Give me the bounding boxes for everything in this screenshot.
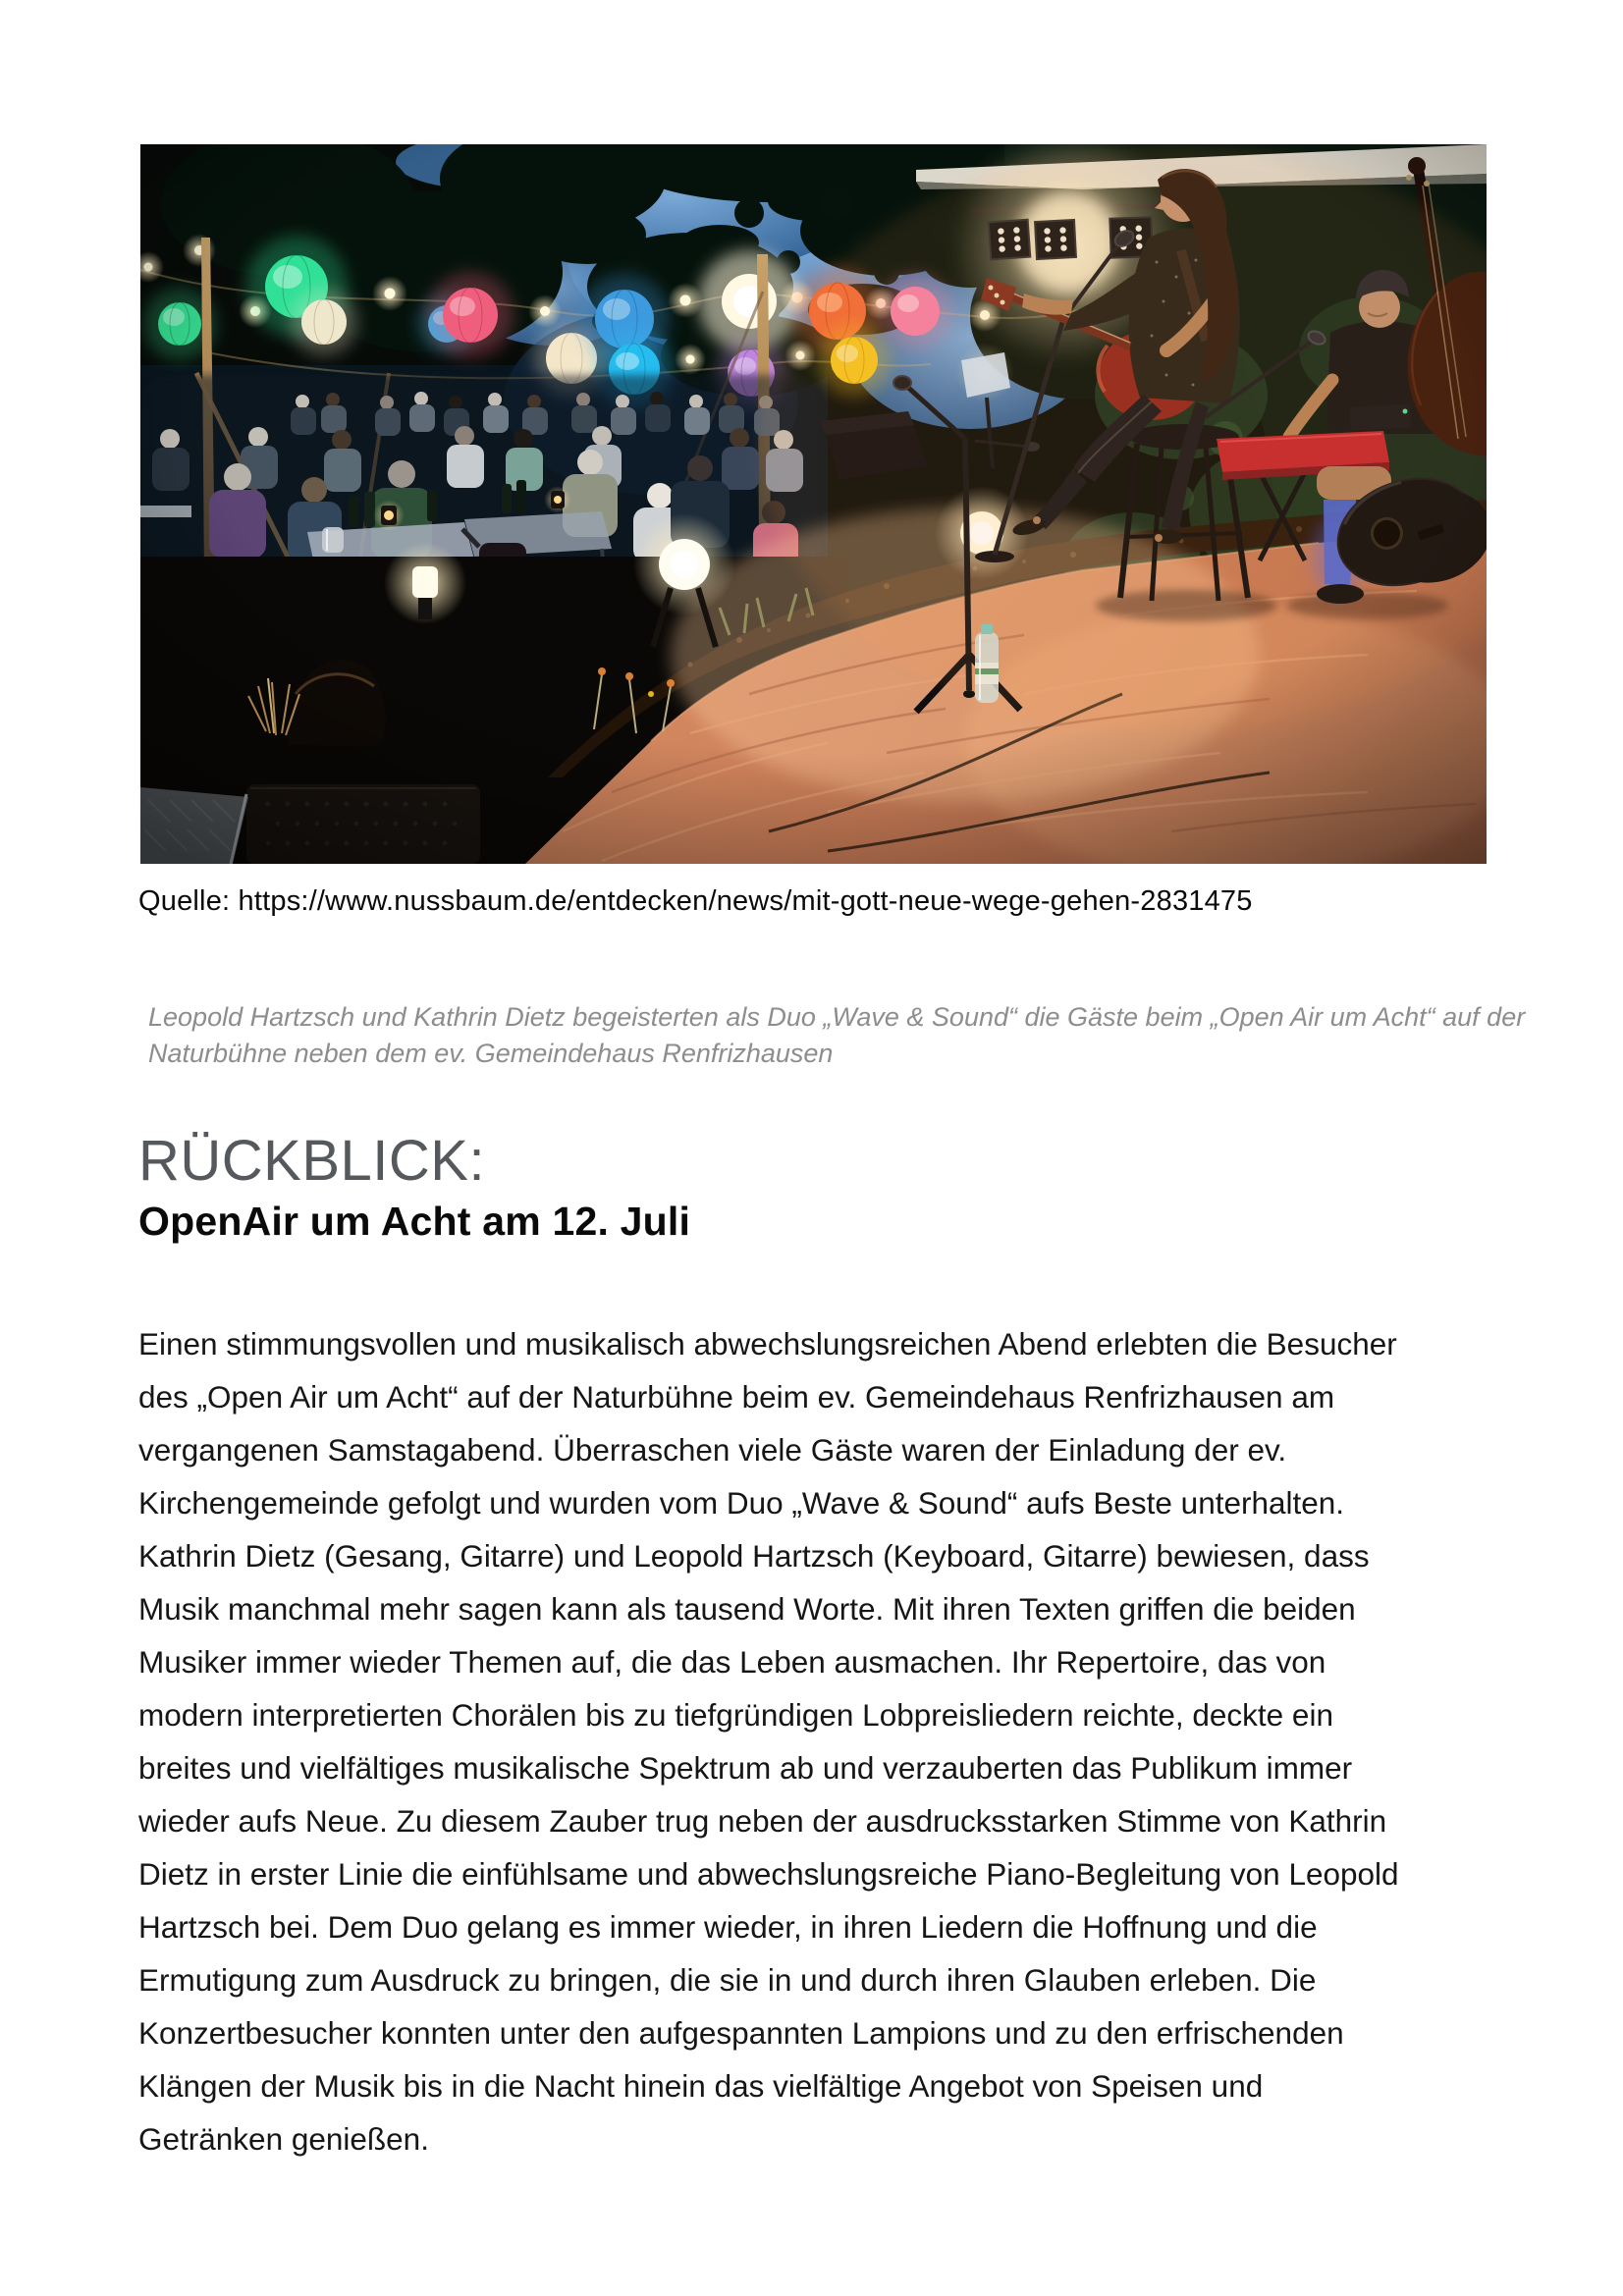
caption-line: Naturbühne neben dem ev. Gemeindehaus Renfrizhausen [148, 1039, 834, 1068]
article-body [138, 1317, 1533, 2165]
body-line: des „Open Air um Acht“ auf der Naturbühne beim ev. Gemeindehaus Renfrizhausen am [138, 1379, 1335, 1415]
body-line: wieder aufs Neue. Zu diesem Zauber trug neben der ausdrucksstarken Stimme von Kathrin [138, 1803, 1387, 1839]
body-line: modern interpretierten Chorälen bis zu tiefgründigen Lobpreisliedern reichte, deckte ein [138, 1697, 1333, 1733]
body-line: Kirchengemeinde gefolgt und wurden vom Duo „Wave & Sound“ aufs Beste unterhalten. [138, 1485, 1345, 1521]
vignette [140, 144, 1487, 864]
body-line: Hartzsch bei. Dem Duo gelang es immer wieder, in ihren Liedern die Hoffnung und die [138, 1909, 1318, 1945]
body-line: Kathrin Dietz (Gesang, Gitarre) und Leopold Hartzsch (Keyboard, Gitarre) bewiesen, dass [138, 1538, 1370, 1574]
concert-photo [140, 144, 1487, 864]
article-kicker: RÜCKBLICK: [138, 1129, 486, 1193]
caption-line: Leopold Hartzsch und Kathrin Dietz begeisterten als Duo „Wave & Sound“ die Gäste beim „Open Air um Acht“ auf der [148, 1002, 1526, 1032]
photo-source-line: Quelle: https://www.nussbaum.de/entdecken/news/mit-gott-neue-wege-gehen-2831475 [138, 885, 1253, 917]
body-line: Einen stimmungsvollen und musikalisch abwechslungsreichen Abend erlebten die Besucher [138, 1326, 1397, 1362]
body-line: Ermutigung zum Ausdruck zu bringen, die sie in und durch ihren Glauben erleben. Die [138, 1962, 1317, 1998]
body-line: breites und vielfältiges musikalische Spektrum ab und verzauberten das Publikum immer [138, 1750, 1353, 1786]
body-line: Konzertbesucher konnten unter den aufgespannten Lampions und zu den erfrischenden [138, 2015, 1344, 2051]
body-line: Musik manchmal mehr sagen kann als tausend Worte. Mit ihren Texten griffen die beiden [138, 1591, 1356, 1627]
body-line: Musiker immer wieder Themen auf, die das Leben ausmachen. Ihr Repertoire, das von [138, 1644, 1326, 1680]
body-line: vergangenen Samstagabend. Überraschen viele Gäste waren der Einladung der ev. [138, 1432, 1287, 1468]
body-line: Dietz in erster Linie die einfühlsame und abwechslungsreiche Piano-Begleitung von Leopold [138, 1856, 1399, 1892]
body-line: Getränken genießen. [138, 2121, 429, 2157]
body-line: Klängen der Musik bis in die Nacht hinein das vielfältige Angebot von Speisen und [138, 2068, 1264, 2104]
photo-caption [148, 999, 1526, 1072]
article-title: OpenAir um Acht am 12. Juli [138, 1199, 691, 1244]
